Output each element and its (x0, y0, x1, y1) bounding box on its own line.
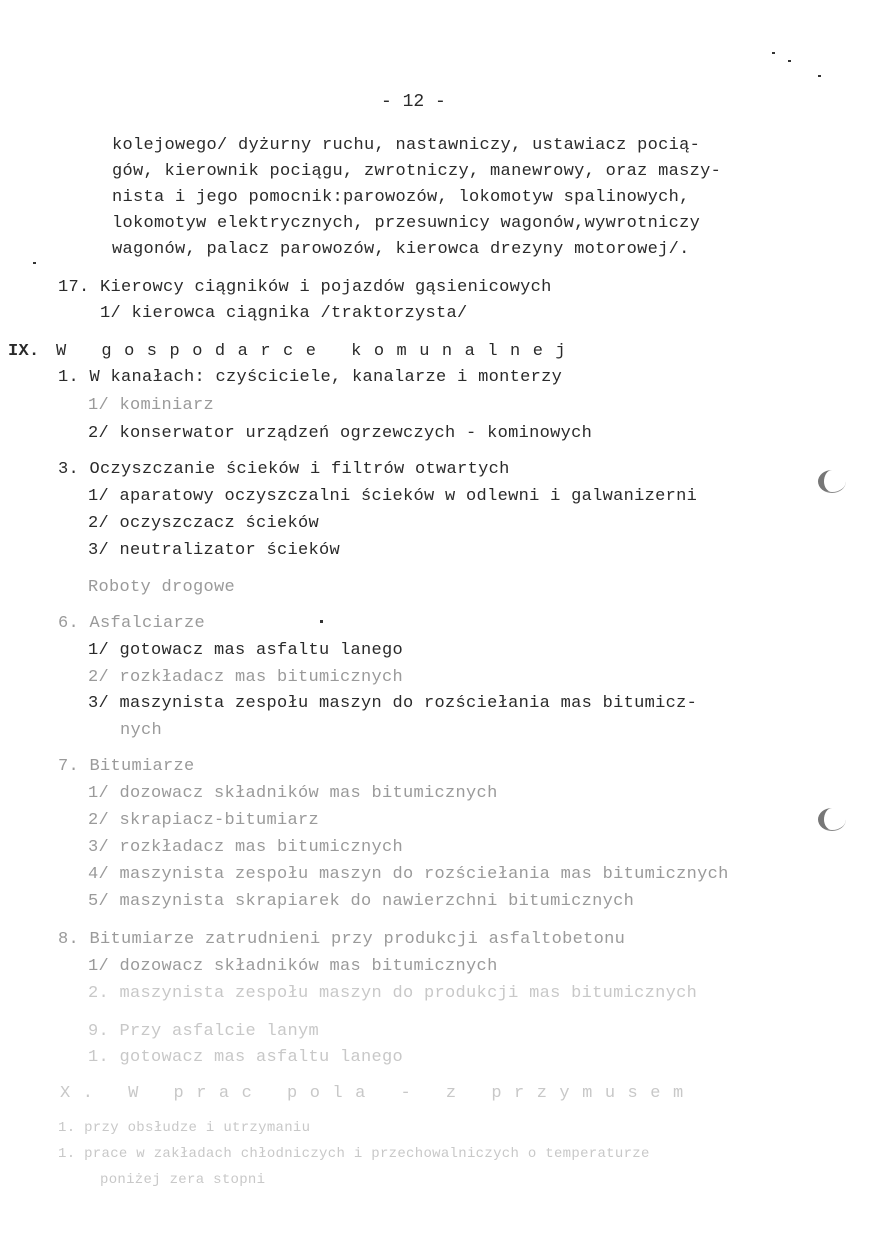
text-line: nista i jego pomocnik:parowozów, lokomotyw spalinowych, (112, 188, 690, 207)
punch-hole-mark (818, 808, 846, 831)
section-heading: 1. W kanałach: czyściciele, kanalarze i monterzy (58, 368, 563, 387)
section-heading: 1. przy obsłudze i utrzymaniu (58, 1120, 311, 1136)
speck (818, 75, 821, 77)
section-heading: 17. Kierowcy ciągników i pojazdów gąsienicowych (58, 278, 552, 297)
list-item: 2/ skrapiacz-bitumiarz (88, 811, 320, 830)
chapter-title: X. W prac pola - z przymusem (60, 1084, 696, 1103)
list-item: 2/ oczyszczacz ścieków (88, 514, 320, 533)
list-item: 2/ rozkładacz mas bitumicznych (88, 668, 404, 687)
speck (788, 60, 791, 62)
list-item: 5/ maszynista skrapiarek do nawierzchni bitumicznych (88, 892, 635, 911)
text-line: wagonów, palacz parowozów, kierowca drezyny motorowej/. (112, 240, 690, 259)
list-item: 1/ dozowacz składników mas bitumicznych (88, 957, 498, 976)
list-item: 2/ konserwator urządzeń ogrzewczych - kominowych (88, 424, 593, 443)
punch-hole-mark (818, 470, 846, 493)
list-item: 1/ kierowca ciągnika /traktorzysta/ (100, 304, 468, 323)
section-heading: 8. Bitumiarze zatrudnieni przy produkcji asfaltobetonu (58, 930, 626, 949)
list-item-continuation: nych (120, 721, 163, 740)
text-line: gów, kierownik pociągu, zwrotniczy, manewrowy, oraz maszy- (112, 162, 722, 181)
list-item: 1. prace w zakładach chłodniczych i przechowalniczych o temperaturze (58, 1146, 650, 1162)
list-item: 1/ dozowacz składników mas bitumicznych (88, 784, 498, 803)
list-item: 1/ gotowacz mas asfaltu lanego (88, 641, 404, 660)
section-heading: 3. Oczyszczanie ścieków i filtrów otwartych (58, 460, 510, 479)
text-line: lokomotyw elektrycznych, przesuwnicy wagonów,wywrotniczy (112, 214, 701, 233)
list-item: 1. gotowacz mas asfaltu lanego (88, 1048, 404, 1067)
speck (772, 52, 775, 54)
list-item: 1/ aparatowy oczyszczalni ścieków w odlewni i galwanizerni (88, 487, 698, 506)
list-item: 1/ kominiarz (88, 396, 215, 415)
page-number: - 12 - (381, 92, 446, 112)
section-heading: 6. Asfalciarze (58, 614, 206, 633)
section-heading: 9. Przy asfalcie lanym (88, 1022, 320, 1041)
text-line: kolejowego/ dyżurny ruchu, nastawniczy, ustawiacz pocią- (112, 136, 701, 155)
speck (33, 262, 36, 264)
chapter-title: W gospodarce komunalnej (56, 342, 579, 361)
list-item: 3/ neutralizator ścieków (88, 541, 341, 560)
list-item-continuation: poniżej zera stopni (100, 1172, 266, 1188)
list-item: 4/ maszynista zespołu maszyn do rozściełania mas bitumicznych (88, 865, 729, 884)
list-item: 2. maszynista zespołu maszyn do produkcji mas bitumicznych (88, 984, 698, 1003)
section-heading: 7. Bitumiarze (58, 757, 195, 776)
speck (320, 620, 323, 623)
chapter-numeral: IX. (8, 342, 40, 361)
list-item: 3/ maszynista zespołu maszyn do rozściełania mas bitumicz- (88, 694, 698, 713)
subheading: Roboty drogowe (88, 578, 236, 597)
list-item: 3/ rozkładacz mas bitumicznych (88, 838, 404, 857)
